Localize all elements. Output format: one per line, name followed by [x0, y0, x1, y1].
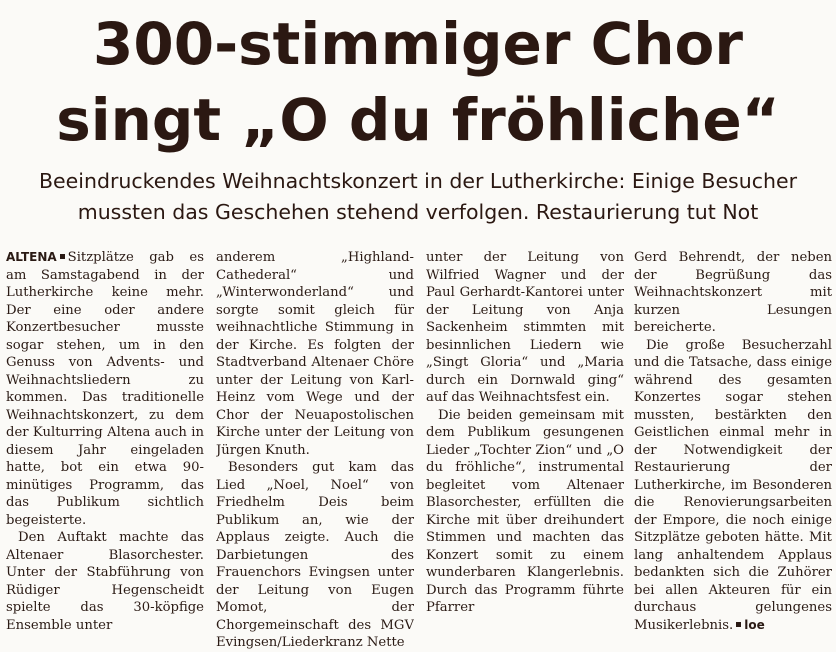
subheadline	[0, 166, 836, 228]
paragraph-text: Sitzplätze gab es am Samstagabend in der Lutherkirche keine mehr. Der eine oder andere Konzertbesucher musste sogar stehen, um in den Genuss von Advents- und Weihnachtsliedern zu kommen. Das traditionelle Weihnachtskonzert, zu dem der Kulturring Altena auch in diesem Jahr eingeladen hatte, bot ein etwa 90-minütiges Programm, das das Publikum sichtlich begeisterte.	[6, 250, 204, 528]
article-body	[6, 249, 832, 650]
article-paragraph: Gerd Behrendt, der neben der Begrüßung das Weihnachtskonzert mit kurzen Lesungen bereicherte.	[634, 250, 832, 335]
headline-line-2: singt „O du fröhliche“	[56, 86, 780, 154]
article-paragraph: anderem „Highland-Cathederal“ und „Winterwonderland“ und sorgte somit gleich für weihnachtliche Stimmung in der Kirche. Es folgten der Stadtverband Altenaer Chöre unter der Leitung von Karl-Heinz vom Wege und der Chor der Neuapostolischen Kirche unter der Leitung von Jürgen Knuth.	[216, 250, 414, 458]
subheadline-line-1: Beeindruckendes Weihnachtskonzert in der Lutherkirche: Einige Besucher	[38, 169, 798, 193]
article-column-1	[6, 249, 204, 634]
article-paragraph: unter der Leitung von Wilfried Wagner und der Paul Gerhardt-Kantorei unter der Leitung von Anja Sackenheim stimmten mit besinnlichen Liedern wie „Singt Gloria“ und „Maria durch ein Dornwald ging“ auf das Weihnachtsfest ein.	[426, 250, 624, 405]
article-paragraph: Besonders gut kam das Lied „Noel, Noel“ von Friedhelm Deis beim Publikum an, wie der Applaus zeigte. Auch die Darbietungen des Frauenchors Evingsen unter der Leitung von Eugen Momot, der Chorgemeinschaft des MGV Evingsen/Liederkranz Nette	[216, 460, 414, 650]
article-paragraph: Die beiden gemeinsam mit dem Publikum gesungenen Lieder „Tochter Zion“ und „O du fröhliche“, instrumental begleitet vom Altenaer Blasorchester, erfüllten die Kirche mit über dreihundert Stimmen und machten das Konzert somit zu einem wunderbaren Klangerlebnis. Durch das Programm führte Pfarrer	[426, 407, 624, 615]
author-initials: loe	[744, 617, 765, 632]
article-column-4	[634, 249, 832, 634]
subheadline-line-2: mussten das Geschehen stehend verfolgen. Restaurierung tut Not	[77, 200, 759, 224]
article-paragraph	[634, 337, 832, 635]
article-paragraph	[6, 249, 204, 529]
headline-line-1: 300-stimmiger Chor	[93, 10, 743, 78]
article-column-3	[426, 249, 624, 617]
article-paragraph: Den Auftakt machte das Altenaer Blasorchester. Unter der Stabführung von Rüdiger Hegenscheidt spielte das 30-köpfige Ensemble unter	[6, 530, 204, 633]
article-column-2	[216, 249, 414, 652]
paragraph-text: Die große Besucherzahl und die Tatsache, dass einige während des gesamten Konzertes sogar stehen mussten, bestärkten den Geistlichen einmal mehr in der Notwendigkeit der Restaurierung der Lutherkirche, im Besonderen die Renovierungsarbeiten der Empore, die noch einige Sitzplätze geboten hätte. Mit lang anhaltendem Applaus bedankten sich die Zuhörer bei allen Akteuren für ein durchaus gelungenes Musikerlebnis.	[634, 337, 832, 633]
dateline: ALTENA	[6, 250, 57, 264]
headline	[0, 6, 836, 158]
bullet-square-icon	[60, 254, 65, 259]
bullet-square-icon	[736, 622, 741, 627]
